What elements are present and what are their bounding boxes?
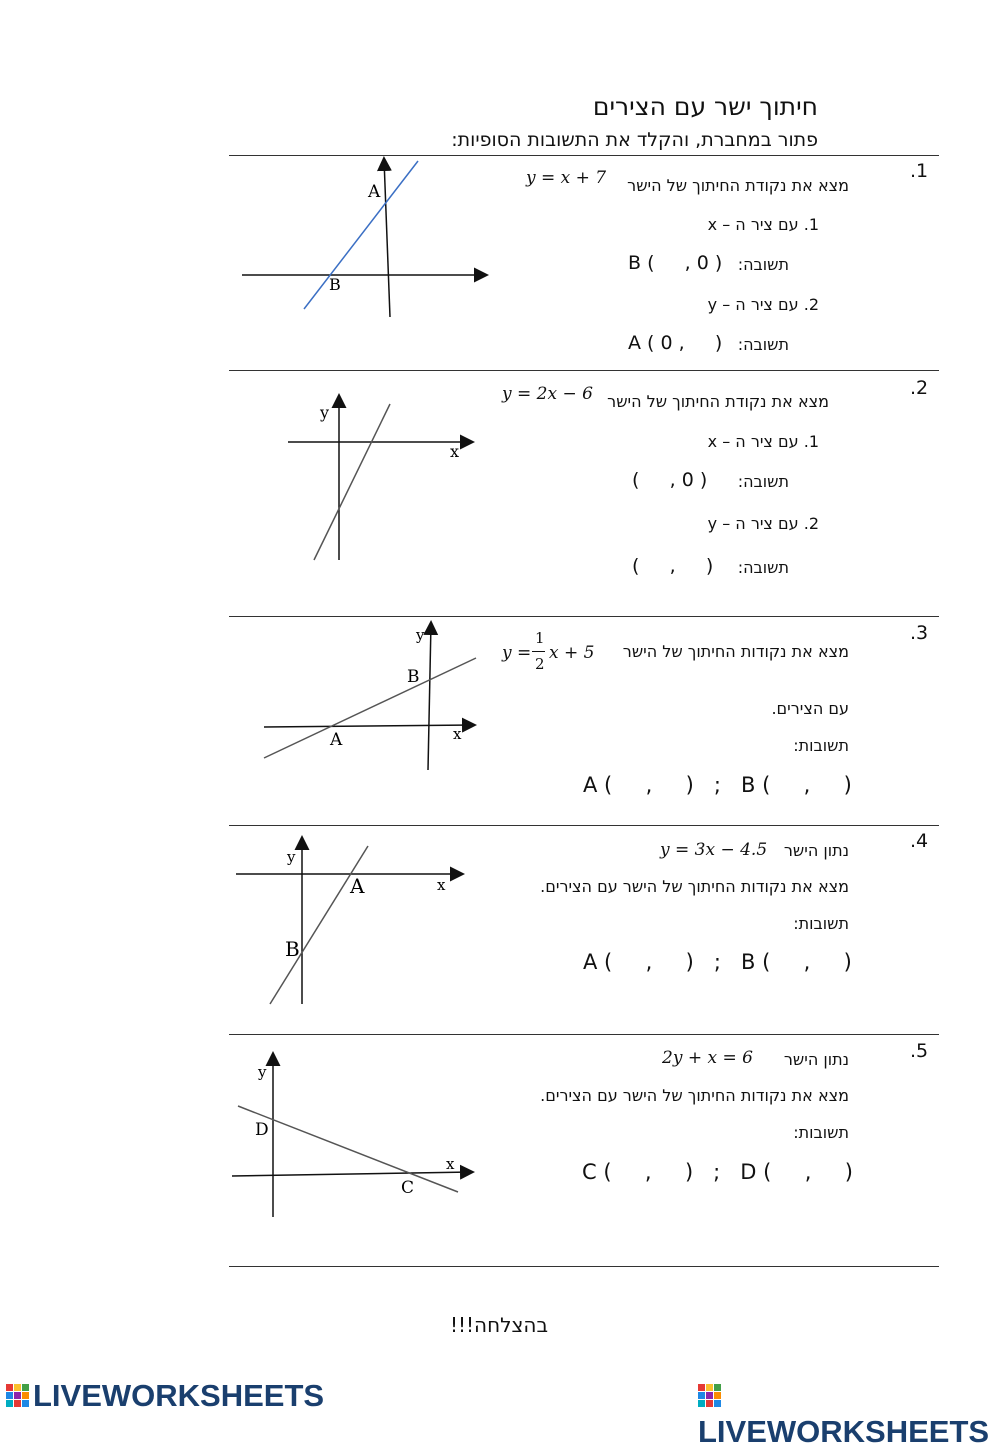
x-axis — [264, 725, 474, 727]
axis-label-y: y — [287, 848, 296, 866]
answer-label: תשובה: — [737, 558, 789, 577]
question-number: .4 — [910, 830, 929, 852]
answer-field-x[interactable]: ( , 0 ) — [632, 469, 708, 491]
question-prompt: מצא את נקודת החיתוך של הישר — [607, 392, 829, 411]
graph-q4 — [232, 832, 472, 1008]
answer-label: תשובה: — [737, 335, 789, 354]
item-y-axis: 2. עם ציר ה – y — [707, 514, 819, 533]
answer-label: תשובה: — [737, 472, 789, 491]
equation-rhs: x + 5 — [549, 643, 595, 663]
liveworksheets-logo-icon — [698, 1384, 722, 1408]
axis-label-x: x — [450, 442, 460, 461]
question-number: .1 — [910, 160, 929, 182]
equation: y = x + 7 — [526, 168, 607, 188]
graph-q2 — [282, 390, 482, 565]
closing-message: בהצלחה!!! — [450, 1313, 549, 1337]
point-label-a: A — [368, 182, 381, 202]
axis-label-y: y — [258, 1063, 267, 1081]
point-label-a: A — [330, 730, 343, 750]
liveworksheets-logo-icon — [6, 1384, 30, 1408]
page-title: חיתוך ישר עם הצירים — [592, 92, 818, 121]
answers-label: תשובות: — [793, 914, 849, 933]
axis-label-x: x — [446, 1155, 455, 1173]
with-axes-text: עם הצירים. — [771, 699, 849, 718]
page-instructions: פתור במחברת, והקלד את התשובות הסופיות: — [451, 129, 818, 151]
fraction-bar — [532, 651, 545, 652]
line-graph — [304, 161, 418, 309]
answer-fields[interactable]: A ( , ) ; B ( , ) — [583, 950, 852, 974]
answer-field-y[interactable]: ( , ) — [632, 555, 714, 577]
question-number: .2 — [910, 377, 929, 399]
brand-name: LIVEWORKSHEETS — [698, 1414, 990, 1449]
graph-q3 — [256, 620, 484, 775]
point-label-b: B — [407, 667, 420, 687]
answer-fields[interactable]: A ( , ) ; B ( , ) — [583, 773, 852, 797]
axis-label-x: x — [453, 725, 462, 743]
graph-q1 — [236, 155, 498, 325]
question-prompt: מצא את נקודות החיתוך של הישר עם הצירים. — [540, 877, 849, 896]
answer-field-b[interactable]: B ( , 0 ) — [628, 252, 723, 274]
equation: y = 3x − 4.5 — [660, 840, 768, 860]
line-graph — [270, 846, 368, 1004]
answer-label: תשובה: — [737, 255, 789, 274]
point-label-b: B — [285, 937, 300, 961]
point-label-b: B — [329, 275, 341, 294]
equation: y = 2x − 6 — [502, 384, 593, 404]
axis-label-y: y — [416, 626, 425, 644]
line-graph — [264, 658, 476, 758]
given-label: נתון הישר — [783, 1050, 849, 1069]
item-y-axis: 2. עם ציר ה – y — [707, 295, 819, 314]
y-axis — [384, 159, 390, 317]
axis-label-y: y — [320, 403, 330, 422]
item-x-axis: 1. עם ציר ה – x — [707, 215, 819, 234]
divider — [229, 616, 939, 617]
point-label-d: D — [255, 1120, 269, 1140]
answers-label: תשובות: — [793, 1123, 849, 1142]
x-axis — [232, 1172, 472, 1176]
equation: 2y + x = 6 — [662, 1048, 753, 1068]
given-label: נתון הישר — [783, 841, 849, 860]
question-prompt: מצא את נקודות החיתוך של הישר עם הצירים. — [540, 1086, 849, 1105]
equation-numerator: 1 — [535, 629, 545, 647]
footer-logo-right — [698, 1378, 1000, 1450]
divider — [229, 1034, 939, 1035]
axis-label-x: x — [437, 876, 446, 894]
line-graph — [314, 404, 390, 560]
divider — [229, 825, 939, 826]
item-x-axis: 1. עם ציר ה – x — [707, 432, 819, 451]
point-label-c: C — [401, 1178, 415, 1198]
question-number: .3 — [910, 622, 929, 644]
question-prompt: מצא את נקודות החיתוך של הישר — [622, 642, 849, 661]
question-prompt: מצא את נקודת החיתוך של הישר — [627, 176, 849, 195]
y-axis — [428, 623, 431, 770]
equation-lhs: y = — [502, 643, 532, 663]
brand-name: LIVEWORKSHEETS — [33, 1378, 325, 1413]
answer-fields[interactable]: C ( , ) ; D ( , ) — [582, 1160, 853, 1184]
divider — [229, 370, 939, 371]
footer-logo-left — [6, 1378, 324, 1414]
point-label-a: A — [350, 874, 365, 898]
equation-denominator: 2 — [535, 655, 545, 673]
answers-label: תשובות: — [793, 736, 849, 755]
question-number: .5 — [910, 1040, 929, 1062]
line-graph — [238, 1106, 458, 1192]
divider — [229, 1266, 939, 1267]
graph-q5 — [228, 1050, 478, 1222]
answer-field-a[interactable]: A ( 0 , ) — [628, 332, 723, 354]
